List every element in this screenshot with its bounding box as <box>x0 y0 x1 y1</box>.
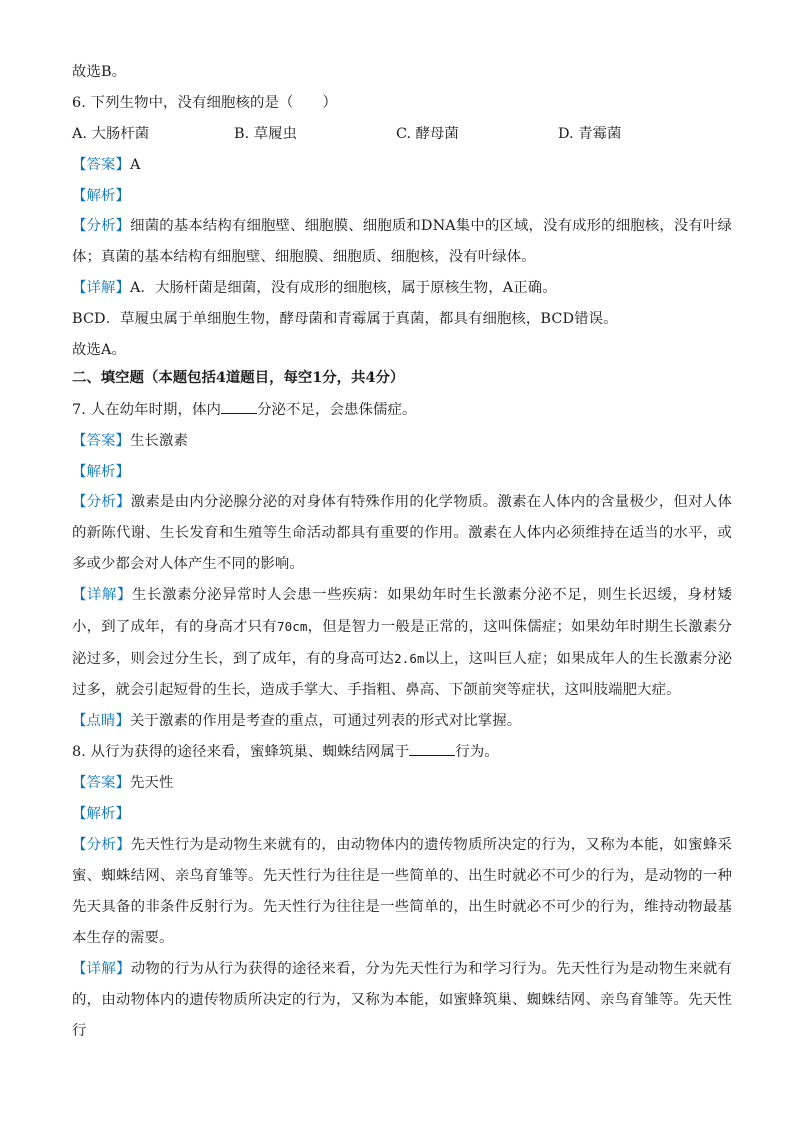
height-70cm: 70cm <box>276 619 308 634</box>
section-2-title: 二、填空题（本题包括4道题目，每空1分，共4分） <box>72 369 405 386</box>
analysis-tag: 【解析】 <box>72 188 130 204</box>
analysis-tag: 【解析】 <box>72 464 130 480</box>
q8-blank <box>409 741 455 756</box>
fenxi-tag: 【分析】 <box>72 837 131 853</box>
q7-analysis-heading <box>72 462 732 482</box>
q7-answer <box>72 431 732 451</box>
analysis-tag: 【解析】 <box>72 806 130 822</box>
xiangjie-text: A．大肠杆菌是细菌，没有成形的细胞核，属于原核生物，A正确。 <box>129 280 557 296</box>
question-7 <box>72 399 732 420</box>
prev-conclusion: 故选B。 <box>72 64 127 80</box>
xiangjie-tag: 【详解】 <box>72 961 131 977</box>
q8-answer <box>72 768 732 799</box>
fenxi-text: 先天性行为是动物生来就有的，由动物体内的遗传物质所决定的行为，又称为本能，如蜜蜂采蜜、蜘蛛结网、亲鸟育雏等。先天性行为往往是一些简单的、出生时就必不可少的行为，是动物的一种先天具备的非条件反射行为。先天性行为往往是一些简单的，出生时就必不可少的行为，维持动物最基本生存的需要。 <box>72 837 732 946</box>
document-page <box>72 62 732 1047</box>
q8-text-post: 行为。 <box>455 744 499 760</box>
question-6-options <box>72 124 732 144</box>
fenxi-tag: 【分析】 <box>72 494 131 510</box>
option-a: A. 大肠杆菌 <box>72 126 150 142</box>
height-2-6m: 2.6m <box>394 651 425 666</box>
q6-xiangjie <box>72 273 732 304</box>
option-c: C. 酵母菌 <box>396 126 459 142</box>
xiangjie-text: 动物的行为从行为获得的途径来看，分为先天性行为和学习行为。先天性行为是动物生来就有的，由动物体内的遗传物质所决定的行为，又称为本能，如蜜蜂筑巢、蜘蛛结网、亲鸟育雏等。先天性行 <box>72 961 732 1039</box>
fenxi-tag: 【分析】 <box>72 218 131 234</box>
answer-tag: 【答案】 <box>72 433 130 449</box>
xiangjie-text-2: ，但是智力一般是正常的，这叫侏儒症；如果幼年时期生长激素分泌过多，则会过分生长，到了成年，有的身高可达 <box>72 619 732 667</box>
q8-analysis-heading <box>72 799 732 830</box>
q7-text-post: 分泌不足，会患侏儒症。 <box>257 402 417 418</box>
q6-answer <box>72 155 732 175</box>
xiangjie-tag: 【详解】 <box>72 280 130 296</box>
dianjing-text: 关于激素的作用是考查的重点，可通过列表的形式对比掌握。 <box>129 713 522 729</box>
q7-dianjing <box>72 706 732 737</box>
xiangjie-tag: 【详解】 <box>72 587 133 603</box>
q8-fenxi <box>72 830 732 954</box>
q7-blank <box>221 399 257 414</box>
fenxi-text: 激素是由内分泌腺分泌的对身体有特殊作用的化学物质。激素在人体内的含量极少，但对人体的新陈代谢、生长发育和生殖等生命活动都具有重要的作用。激素在人体内必须维持在适当的水平，或多或少都会对人体产生不同的影响。 <box>72 494 732 572</box>
answer-tag: 【答案】 <box>72 775 130 791</box>
xiangjie-text-3: 以上，这叫巨人症；如果成年人的生长激素分泌过多，就会引起短骨的生长，造成手掌大、手指粗、鼻高、下颌前突等症状，这叫肢端肥大症。 <box>72 651 732 698</box>
option-d: D. 青霉菌 <box>558 126 622 142</box>
xiangjie-text-1: 生长激素分泌异常时人会患一些疾病：如果幼年时生长激素分泌不足，则生长迟缓，身材矮小，到了成年，有的身高才只有 <box>72 587 732 635</box>
q8-text-pre: 8. 从行为获得的途径来看，蜜蜂筑巢、蜘蛛结网属于 <box>72 744 410 760</box>
q6-conclusion: 故选A。 <box>72 342 126 358</box>
q7-fenxi <box>72 487 732 580</box>
option-b: B. 草履虫 <box>234 126 297 142</box>
fenxi-text: 细菌的基本结构有细胞壁、细胞膜、细胞质和DNA集中的区域，没有成形的细胞核，没有叶绿体；真菌的基本结构有细胞壁、细胞膜、细胞质、细胞核，没有叶绿体。 <box>72 218 732 265</box>
answer-tag: 【答案】 <box>72 157 130 173</box>
q8-xiangjie <box>72 954 732 1047</box>
q6-fenxi <box>72 211 732 273</box>
q7-xiangjie <box>72 580 732 706</box>
question-6: 6. 下列生物中，没有细胞核的是（ ） <box>72 95 337 111</box>
answer-text: A <box>129 157 141 173</box>
answer-text: 先天性 <box>129 775 174 791</box>
q7-text-pre: 7. 人在幼年时期，体内 <box>72 402 222 418</box>
dianjing-tag: 【点睛】 <box>72 713 130 729</box>
q6-analysis-heading <box>72 186 732 206</box>
answer-text: 生长激素 <box>129 433 188 449</box>
question-8 <box>72 737 732 768</box>
q6-bcd: BCD．草履虫属于单细胞生物，酵母菌和青霉属于真菌，都具有细胞核，BCD错误。 <box>72 311 618 327</box>
